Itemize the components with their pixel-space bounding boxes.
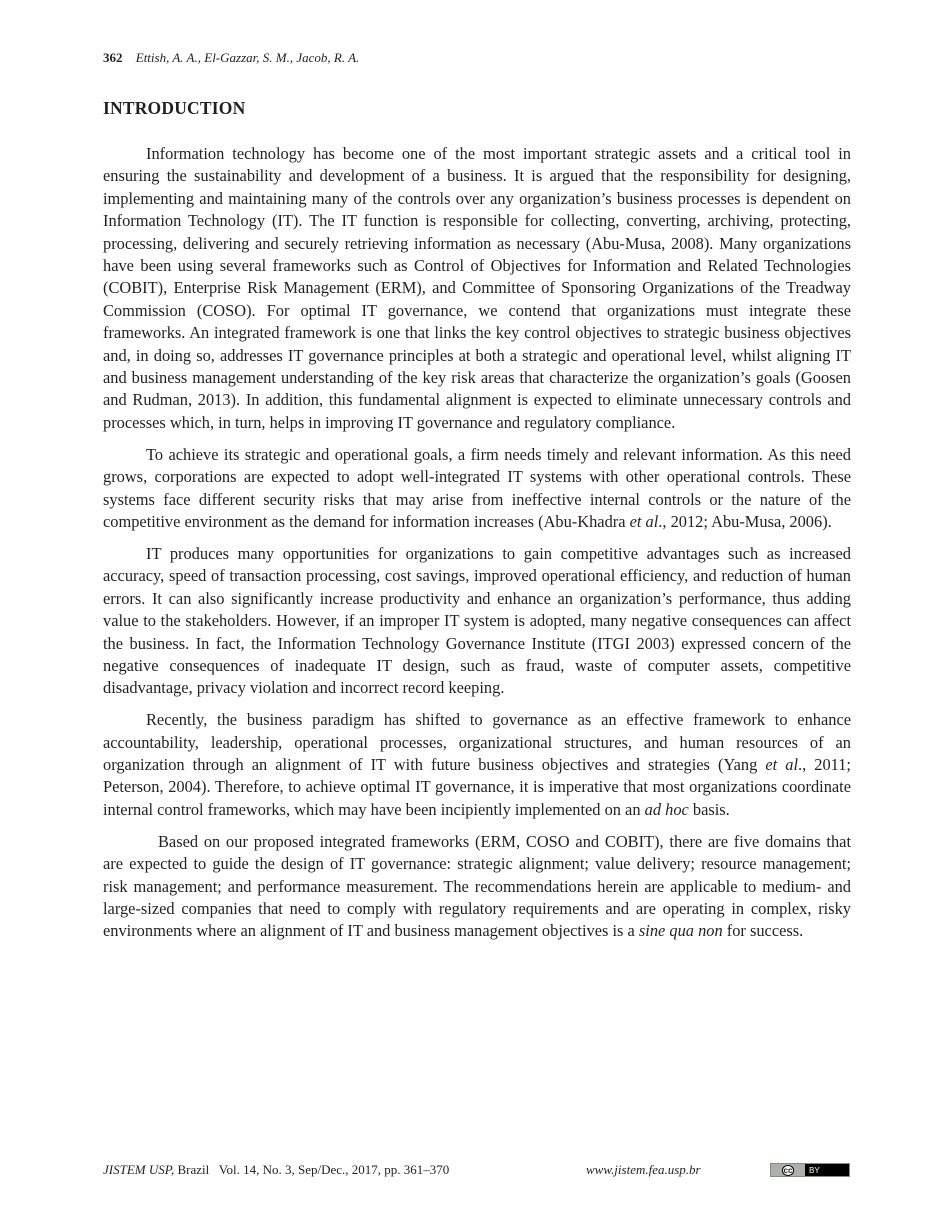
italic-text: et al <box>765 755 798 775</box>
paragraph <box>103 444 851 534</box>
body-text <box>103 143 851 952</box>
journal-name: JISTEM USP, <box>103 1162 175 1177</box>
text-run: ., 2011; Peterson, 2004). Therefore, to achieve optimal IT governance, it is imperative that most organizations coordinate internal control frameworks, which may have been incipiently implemented on an <box>103 755 851 819</box>
running-header <box>103 50 359 66</box>
text-run: Recently, the business paradigm has shifted to governance as an effective framework to enhance accountability, leadership, operational processes, organizational structures, and human resources of an organization through an alignment of IT with future business objectives and strategies (Yang <box>103 710 851 775</box>
text-run: To achieve its strategic and operational goals, a firm needs timely and relevant information. As this need grows, corporations are expected to adopt well-integrated IT systems with other operational controls. These systems face different security risks that may arise from ineffective internal controls or the nature of the competitive environment as the demand for information increases (Abu-Khadra <box>103 444 851 531</box>
cc-by-license-badge[interactable] <box>770 1163 850 1177</box>
citation: Brazil Vol. 14, No. 3, Sep/Dec., 2017, pp. 361–370 <box>174 1162 450 1177</box>
page-footer <box>103 1162 851 1178</box>
section-title: INTRODUCTION <box>103 98 246 118</box>
text-run: basis. <box>688 799 730 819</box>
paragraph <box>103 143 851 434</box>
italic-text: et al <box>629 512 659 531</box>
cc-icon: cc <box>771 1164 805 1176</box>
text-run: ., 2012; Abu-Musa, 2006). <box>658 512 832 531</box>
paragraph <box>103 543 851 700</box>
italic-text: ad hoc <box>644 799 689 819</box>
paragraph <box>103 709 851 821</box>
italic-text: sine qua non <box>638 921 723 941</box>
running-authors: Ettish, A. A., El-Gazzar, S. M., Jacob, R. A. <box>135 50 360 65</box>
journal-url[interactable]: www.jistem.fea.usp.br <box>586 1162 701 1177</box>
text-run: for success. <box>722 921 804 941</box>
paragraph <box>103 831 851 943</box>
by-label: BY <box>809 1165 820 1175</box>
page-number: 362 <box>103 50 123 65</box>
text-run: IT produces many opportunities for organizations to gain competitive advantages such as increased accuracy, speed of transaction processing, cost savings, improved operational efficiency, and reduction of human errors. It can also significantly increase productivity and enhance an organization’s performance, thus adding value to the stakeholders. However, if an improper IT system is adopted, many negative consequences can affect the business. In fact, the Information Technology Governance Institute (ITGI 2003) expressed concern of the negative consequences of inadequate IT design, such as fraud, waste of computer assets, competitive disadvantage, privacy violation and incorrect record keeping. <box>103 543 851 698</box>
text-run: Based on our proposed integrated frameworks (ERM, COSO and COBIT), there are five domains that are expected to guide the design of IT governance: strategic alignment; value delivery; resource management; risk management; and performance measurement. The recommendations herein are applicable to medium- and large-sized companies that need to comply with regulatory requirements and are operating in complex, risky environments where an alignment of IT and business management objectives is a <box>103 831 851 941</box>
text-run: Information technology has become one of the most important strategic assets and a critical tool in ensuring the sustainability and development of a business. It is argued that the responsibility for designing, implementing and maintaining many of the controls over any organization’s business processes is dependent on Information Technology (IT). The IT function is responsible for collecting, converting, archiving, protecting, processing, delivering and securely retrieving information as necessary (Abu-Musa, 2008). Many organizations have been using several frameworks such as Control of Objectives for Information and Related Technologies (COBIT), Enterprise Risk Management (ERM), and Committee of Sponsoring Organizations of the Treadway Commission (COSO). For optimal IT governance, we contend that organizations must integrate these frameworks. An integrated framework is one that links the key control objectives to strategic business objectives and, in doing so, addresses IT governance principles at both a strategic and operational level, whilst aligning IT and business management understanding of the key risk areas that characterize the organization’s goals (Goosen and Rudman, 2013). In addition, this fundamental alignment is expected to eliminate unnecessary controls and processes which, in turn, helps in improving IT governance and regulatory compliance. <box>103 144 851 432</box>
